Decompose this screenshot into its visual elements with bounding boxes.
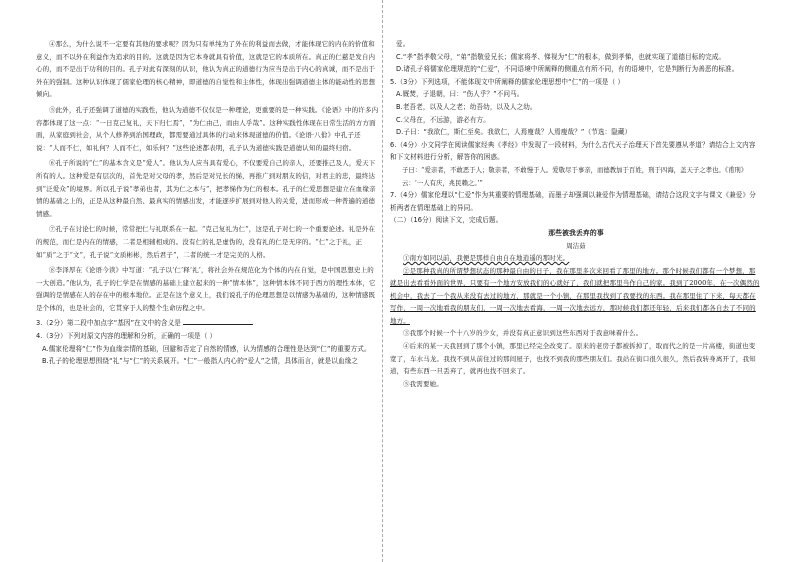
question-5-option-c: C.父母在，不远游，游必有方。	[396, 115, 490, 124]
quoted-material: 子曰：“爱亲者，不敢恶于人；敬亲者，不敢慢于人。爱敬尽于事亲，而德教加于百姓，刑于四海，盖天子之孝也。《甫刑》云：‘一人有庆，兆民赖之。’”	[402, 165, 748, 187]
paragraph-8: ⑧李泽厚在《论语今读》中写道：“孔子以‘仁’释‘礼’，将社会外在规范化为个体的内在自觉，是中国思想史上的一大创造。”他认为，孔子的仁学是在情感的基础上建立起来的一种“情本体”，这种情本体不同于西方的理性本体，它强调的是情感在人的存在中的根本地位。正是在这个意义上，我们说孔子的伦理思想是以情感为基础的，这种情感既是个体的，也是社会的，它贯穿于人的整个生命历程之中。	[36, 266, 376, 312]
question-7: 7.（4分）儒家伦理以“仁爱”作为其重要的情理基础，而墨子却强调以兼爱作为情理基础，请结合这段文字与课文《兼爱》分析两者在情理基础上的异同。	[390, 191, 756, 212]
right-column	[390, 38, 762, 390]
story-paragraph-3: ③我那个时候一个十八岁的少女，并没有真正意识到这些东西对于我意味着什么。	[403, 329, 643, 338]
question-5: 5.（3分）下列选项，不能体现文中所阐释的儒家伦理思想中“仁”的一项是（ ）	[390, 77, 625, 86]
question-4-option-b-continued: 爱。	[396, 40, 410, 48]
story-paragraph-4: ④后来的某一天我回到了那个小镇，那里已经完全改变了。原来的老房子都被拆掉了，取而代之的是一片高楼，街道也变宽了，车水马龙。我找不到从前住过的那间屋子，也找不到我的那些朋友们。我站在街口很久很久，然后我转身离开了，我知道，有些东西一旦丢弃了，就再也找不回来了。	[390, 342, 756, 376]
question-4-option-b: B.孔子的伦理思想围绕“礼”与“仁”的关系展开。“仁”一般指人内心的“爱人”之情，具体而言，就是以血缘之	[42, 357, 359, 366]
question-4: 4.（3分）下列对原文内容的理解和分析，正确的一项是（ ）	[36, 332, 217, 341]
question-3: 3.（2分）第二段中加点字“基因”在文中的含义是	[36, 317, 379, 330]
story-paragraph-5: ⑤我需要她。	[403, 379, 443, 388]
story-title: 那些被我丢弃的事	[548, 228, 604, 237]
question-4-option-a: A.儒家伦理将“仁”作为血缘亲情的基础，回避和否定了自然的情感，认为情感的合理性是达到“仁”的重要方式。	[42, 344, 371, 353]
paragraph-5: ⑤此外，孔子还强调了道德的实践性，他认为道德不仅仅是一种理论，更重要的是一种实践。《论语》中的许多内容都体现了这一点：“一日克己复礼，天下归仁焉”，“为仁由己，而由人乎哉”。这种实践性体现在日常生活的方方面面，从家庭到社会，从个人修养到治国理政，都需要通过具体的行动来体现道德的价值。《论语·八佾》中孔子还说：“人而不仁，如礼何？人而不仁，如乐何？”这些论述都表明，孔子认为道德实践是道德认知的最终归宿。	[36, 105, 379, 152]
story-author: 周洁茹	[566, 241, 586, 250]
section-heading: （二）（16分）阅读下文，完成后题。	[390, 216, 503, 225]
question-4-option-c: C.“孝”指孝敬父母，“弟”指敬爱兄长；儒家将孝、悌视为“仁”的根本，做到孝悌，也就实现了道德目标的完成。	[396, 52, 726, 61]
page-fold-divider	[382, 0, 383, 562]
paragraph-6: ⑥孔子所说的“仁”的基本含义是“爱人”。他认为人应当具有爱心，不仅要爱自己的亲人，还要推己及人，爱天下所有的人。这种爱是有层次的，首先是对父母的孝，然后是对兄长的悌，再推广到对朋友的信，对君主的忠，最终达到“泛爱众”的境界。所以孔子说“孝弟也者，其为仁之本与”，把孝悌作为仁的根本。孔子的仁爱思想是建立在血缘亲情的基础之上的，正是从这种最自然、最真实的情感出发，才能逐步扩展到对他人的关爱，进而形成一种普遍的道德情感。	[36, 159, 376, 218]
question-5-option-b: B.老吾老，以及人之老；幼吾幼，以及人之幼。	[396, 102, 537, 111]
story-paragraph-1-text: ①南方如同以前，我便是那样自由自在地逍遥的那时光。	[403, 253, 570, 262]
question-6: 6.（4分）小文同学在阅读儒家经典《孝经》中发现了一段材料，为什么古代天子治理天下首先要遵从孝道？请结合上文内容和下文材料进行分析，解答你的困惑。	[390, 140, 756, 162]
question-5-option-d: D.子曰：“我欲仁，斯仁至矣。我欲仁，人焉廋哉？人焉廋哉？”（节选：隐藏）	[396, 128, 632, 137]
story-paragraph-2-text: ②是那种我真的所谓梦想状态的那种最自由的日子，我在那里多次来回看了那里的地方。那个时候我们都有一个梦想，那就是出去看看外面的世界，只要有一个地方安放我们的心就好了，我们就把那里当作自己的家。我到了2000年，在一次偶然的机会中，我去了一个我从来没有去过的地方，那就是一个小镇，在那里我找到了我要找的东西。我在那里住了下来，每天都在写作，一周一次地看我的朋友们，一周一次地去看海，一周一次地去远方，那时候我们都还年轻，后来我们都各自去了不同的地方。	[390, 266, 760, 325]
paragraph-7: ⑦孔子在讨论仁的时候，常常把仁与礼联系在一起。“克己复礼为仁”，这是孔子对仁的一个重要论述。礼是外在的规范，而仁是内在的情感，二者是相辅相成的。没有仁的礼是虚伪的，没有礼的仁是无序的。“仁”之于礼，正如“质”之于“文”，孔子说“文质彬彬，然后君子”，二者的统一才是完美的人格。	[36, 225, 376, 259]
question-5-option-a: A.厩焚，子退朝，曰：“伤人乎？”不问马。	[396, 90, 524, 99]
paragraph-4: ④那么，为什么说不一定要有其他的要求呢？因为只有单纯为了外在的利益而去做，才能体现它的内在的价值和意义，而不以外在利益作为追求的目的。这就是因为它本身就具有价值，这就是它的本质所在。真正的仁慈是发自内心的，而不是出于功利的目的。孔子对此有深刻的认识，他认为真正的道德行为应当是出于内心的真诚，而不是出于外在的强制。这种认识体现了儒家伦理的核心精神，即道德的自觉性和主体性，体现出强调道德主体的能动性的思想倾向。	[36, 40, 376, 99]
answer-blank[interactable]	[183, 317, 253, 325]
story-paragraph-1	[390, 252, 762, 265]
question-4-option-d: D.诸孔子将儒家伦理规范的“仁爱”，不同语境中所阐释的侧重点有所不同，有的语境中，它是判断行为善恶的标准。	[396, 65, 739, 74]
story-paragraph-2	[390, 265, 762, 328]
left-column	[36, 38, 379, 368]
